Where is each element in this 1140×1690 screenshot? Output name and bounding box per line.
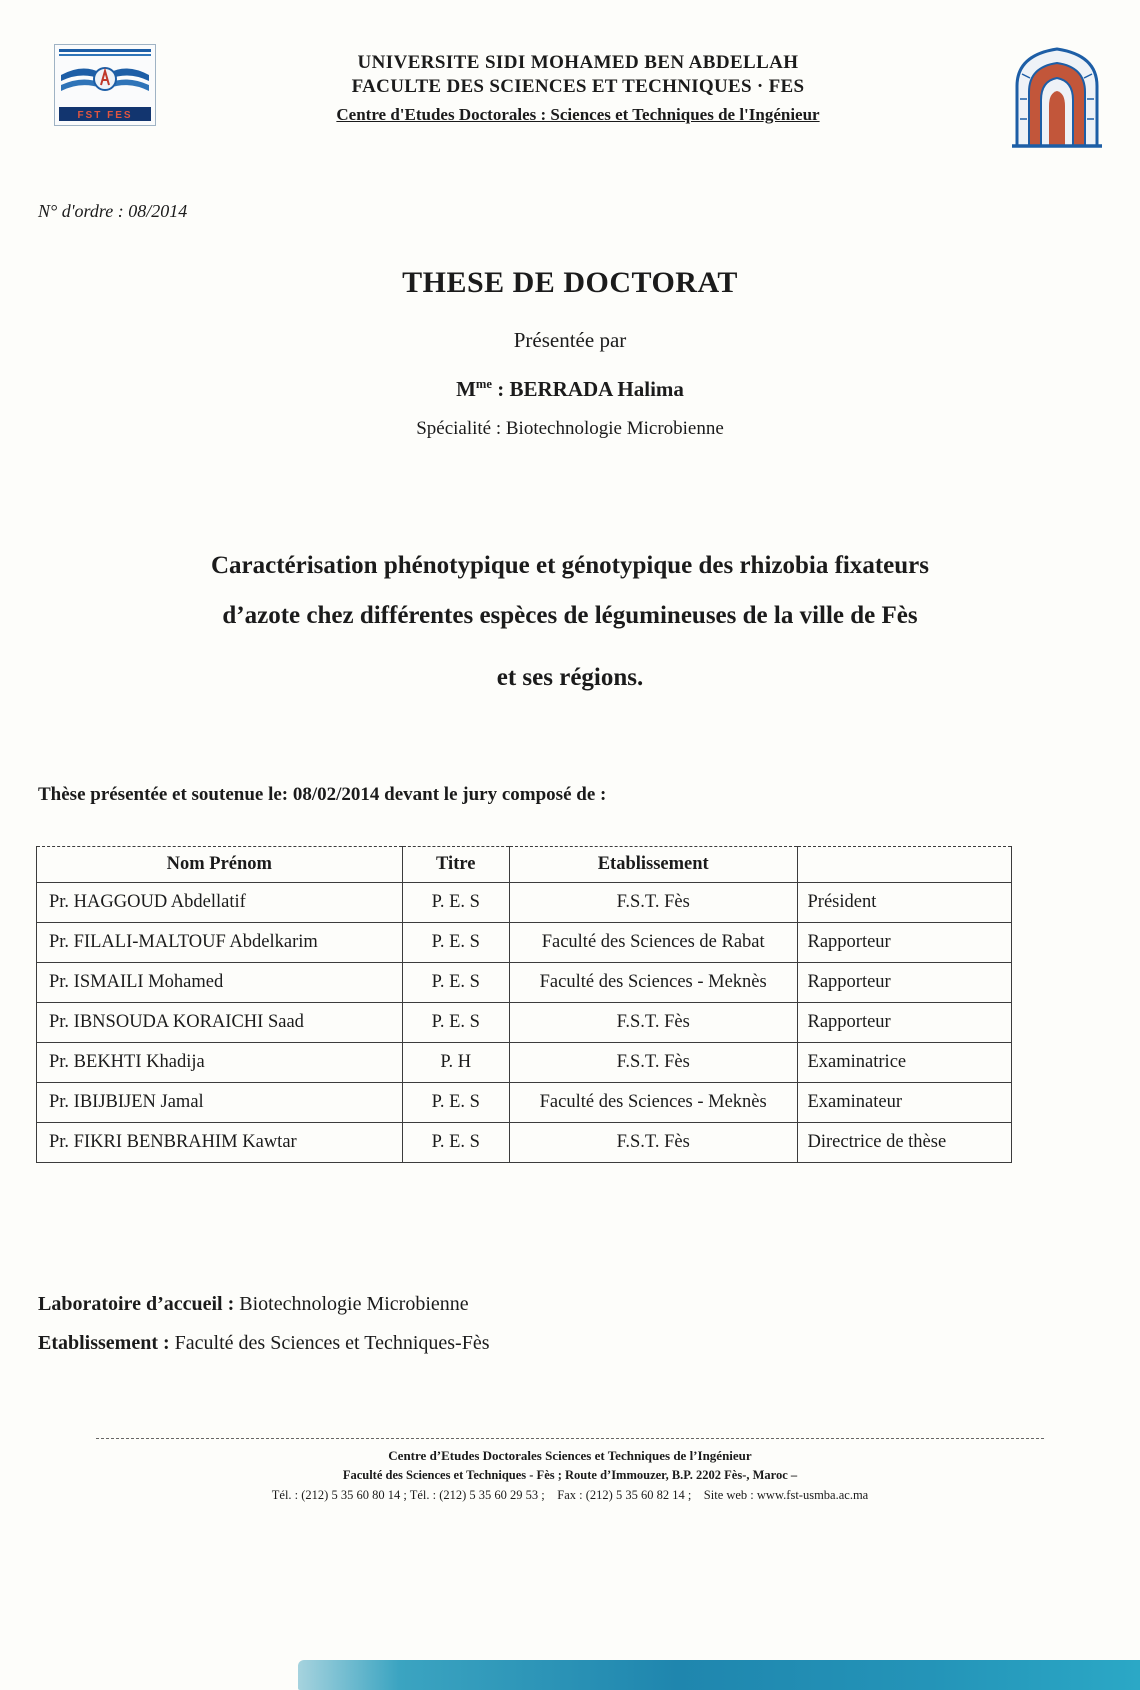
jury-cell: P. E. S bbox=[402, 963, 509, 1003]
jury-table bbox=[36, 846, 1012, 1163]
jury-row bbox=[37, 883, 1012, 923]
host-lab-line bbox=[38, 1285, 1140, 1324]
jury-cell: Faculté des Sciences de Rabat bbox=[509, 923, 797, 963]
header-text-block bbox=[156, 44, 1000, 125]
footer-center-name: Centre d’Etudes Doctorales Sciences et Techniques de l’Ingénieur bbox=[388, 1448, 752, 1463]
jury-cell: F.S.T. Fès bbox=[509, 1123, 797, 1163]
jury-cell: F.S.T. Fès bbox=[509, 1043, 797, 1083]
fst-logo bbox=[54, 44, 156, 131]
jury-cell: Président bbox=[797, 883, 1012, 923]
jury-cell: Pr. IBIJBIJEN Jamal bbox=[37, 1083, 403, 1123]
jury-header-row bbox=[37, 847, 1012, 883]
host-establishment-value: Faculté des Sciences et Techniques-Fès bbox=[169, 1332, 490, 1354]
faculty-name: FACULTE DES SCIENCES ET TECHNIQUES · FES bbox=[351, 76, 805, 97]
thesis-title-line1: Caractérisation phénotypique et génotypique des rhizobia fixateurs bbox=[210, 552, 930, 579]
jury-cell: Faculté des Sciences - Meknès bbox=[509, 963, 797, 1003]
author-name bbox=[0, 377, 1140, 402]
jury-cell: Pr. FILALI-MALTOUF Abdelkarim bbox=[37, 923, 403, 963]
thesis-title-line3: et ses régions. bbox=[496, 664, 644, 691]
jury-cell: Directrice de thèse bbox=[797, 1123, 1012, 1163]
jury-cell: Rapporteur bbox=[797, 1003, 1012, 1043]
jury-column-header: Nom Prénom bbox=[37, 847, 403, 883]
jury-cell: Pr. FIKRI BENBRAHIM Kawtar bbox=[37, 1123, 403, 1163]
jury-cell: Pr. IBNSOUDA KORAICHI Saad bbox=[37, 1003, 403, 1043]
author-rest: : BERRADA Halima bbox=[491, 377, 684, 401]
university-seal-graphic bbox=[1010, 44, 1104, 150]
jury-cell: Pr. ISMAILI Mohamed bbox=[37, 963, 403, 1003]
university-seal-icon bbox=[1010, 44, 1104, 155]
jury-row bbox=[37, 963, 1012, 1003]
thesis-title bbox=[0, 552, 1140, 692]
footer-contacts: Tél. : (212) 5 35 60 80 14 ; Tél. : (212) 5 35 60 29 53 ; Fax : (212) 5 35 60 82 14 ; Site web : www.fst-usmba.ac.ma bbox=[271, 1487, 869, 1502]
jury-row bbox=[37, 1083, 1012, 1123]
host-establishment-line bbox=[38, 1324, 1140, 1363]
thesis-heading: THESE DE DOCTORAT bbox=[402, 266, 738, 299]
jury-cell: P. E. S bbox=[402, 1123, 509, 1163]
host-lab-label: Laboratoire d’accueil : bbox=[38, 1293, 235, 1315]
jury-cell: Rapporteur bbox=[797, 923, 1012, 963]
footer-address: Faculté des Sciences et Techniques - Fès ; Route d’Immouzer, B.P. 2202 Fès-, Maroc – bbox=[342, 1468, 798, 1483]
jury-cell: F.S.T. Fès bbox=[509, 1003, 797, 1043]
jury-row bbox=[37, 1003, 1012, 1043]
jury-cell: P. E. S bbox=[402, 1083, 509, 1123]
jury-column-header bbox=[797, 847, 1012, 883]
scan-edge-strip bbox=[298, 1660, 1140, 1690]
host-block bbox=[38, 1285, 1140, 1363]
university-name: UNIVERSITE SIDI MOHAMED BEN ABDELLAH bbox=[357, 52, 799, 73]
jury-column-header: Titre bbox=[402, 847, 509, 883]
jury-cell: P. H bbox=[402, 1043, 509, 1083]
jury-cell: Examinateur bbox=[797, 1083, 1012, 1123]
document-header bbox=[0, 0, 1140, 155]
presented-by-label: Présentée par bbox=[513, 328, 627, 352]
jury-row bbox=[37, 923, 1012, 963]
thesis-title-line2: d’azote chez différentes espèces de légumineuses de la ville de Fès bbox=[222, 602, 918, 629]
author-prefix: M bbox=[456, 377, 476, 401]
jury-row bbox=[37, 1043, 1012, 1083]
host-lab-value: Biotechnologie Microbienne bbox=[234, 1293, 469, 1315]
fst-logo-text: FST FES bbox=[77, 110, 133, 121]
jury-row bbox=[37, 1123, 1012, 1163]
fst-logo-graphic bbox=[54, 44, 156, 126]
jury-cell: Rapporteur bbox=[797, 963, 1012, 1003]
jury-cell: Pr. BEKHTI Khadija bbox=[37, 1043, 403, 1083]
author-superscript: me bbox=[475, 377, 492, 391]
jury-table-body bbox=[37, 883, 1012, 1163]
order-number: N° d'ordre : 08/2014 bbox=[38, 201, 188, 221]
jury-cell: F.S.T. Fès bbox=[509, 883, 797, 923]
jury-cell: P. E. S bbox=[402, 883, 509, 923]
document-footer bbox=[96, 1438, 1044, 1505]
speciality-line: Spécialité : Biotechnologie Microbienne bbox=[416, 418, 724, 439]
host-establishment-label: Etablissement : bbox=[38, 1332, 170, 1354]
jury-cell: Faculté des Sciences - Meknès bbox=[509, 1083, 797, 1123]
defense-line: Thèse présentée et soutenue le: 08/02/2014 devant le jury composé de : bbox=[38, 784, 607, 805]
jury-cell: P. E. S bbox=[402, 923, 509, 963]
jury-cell: P. E. S bbox=[402, 1003, 509, 1043]
jury-cell: Examinatrice bbox=[797, 1043, 1012, 1083]
jury-cell: Pr. HAGGOUD Abdellatif bbox=[37, 883, 403, 923]
jury-column-header: Etablissement bbox=[509, 847, 797, 883]
doctoral-center-name: Centre d'Etudes Doctorales : Sciences et Techniques de l'Ingénieur bbox=[336, 105, 820, 124]
